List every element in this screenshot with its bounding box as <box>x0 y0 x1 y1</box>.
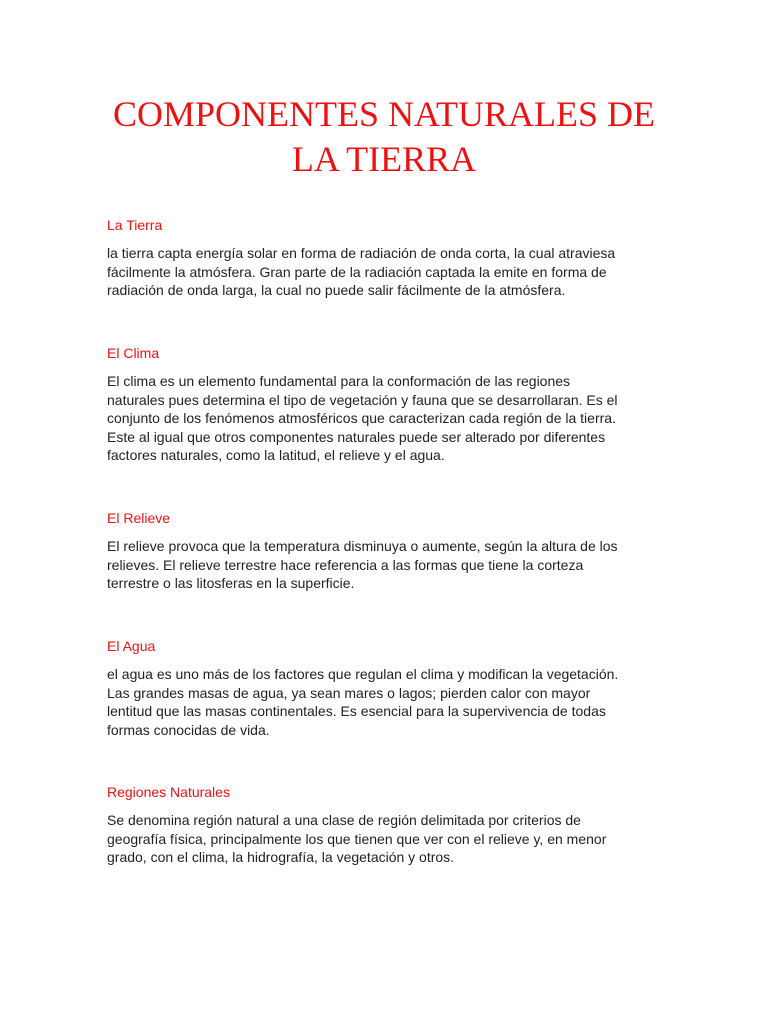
section-paragraph: el agua es uno más de los factores que regulan el clima y modifican la vegetación. Las grandes masas de agua, ya sean mares o lagos; pierden calor con mayor lentitud que las masas continentales. Es esencial para la supervivencia de todas formas conocidas de vida. <box>107 666 619 738</box>
document-title: COMPONENTES NATURALES DE LA TIERRA <box>112 94 656 179</box>
section-el-clima <box>107 344 667 465</box>
section-paragraph: El relieve provoca que la temperatura disminuya o aumente, según la altura de los relieves. El relieve terrestre hace referencia a las formas que tiene la corteza terrestre o las litosferas en la superficie. <box>107 538 618 592</box>
section-heading: El Clima <box>107 345 160 361</box>
section-paragraph: El clima es un elemento fundamental para la conformación de las regiones naturales pues determina el tipo de vegetación y fauna que se desarrollaran. Es el conjunto de los fenómenos atmosféricos que caracterizan cada región de la tierra. Este al igual que otros componentes naturales puede ser alterado por diferentes factores naturales, como la latitud, el relieve y el agua. <box>107 373 618 464</box>
section-heading: La Tierra <box>107 217 163 233</box>
section-el-relieve <box>107 509 667 593</box>
section-paragraph: Se denomina región natural a una clase de región delimitada por criterios de geografía física, principalmente los que tienen que ver con el relieve y, en menor grado, con el clima, la hidrografía, la vegetación y otros. <box>107 812 607 866</box>
section-regiones-naturales <box>107 783 667 867</box>
section-el-agua <box>107 637 667 739</box>
section-paragraph: la tierra capta energía solar en forma de radiación de onda corta, la cual atraviesa fácilmente la atmósfera. Gran parte de la radiación captada la emite en forma de radiación de onda larga, la cual no puede salir fácilmente de la atmósfera. <box>107 245 616 299</box>
section-heading: Regiones Naturales <box>107 784 230 800</box>
section-heading: El Relieve <box>107 510 171 526</box>
section-heading: El Agua <box>107 638 156 654</box>
section-la-tierra <box>107 216 667 300</box>
